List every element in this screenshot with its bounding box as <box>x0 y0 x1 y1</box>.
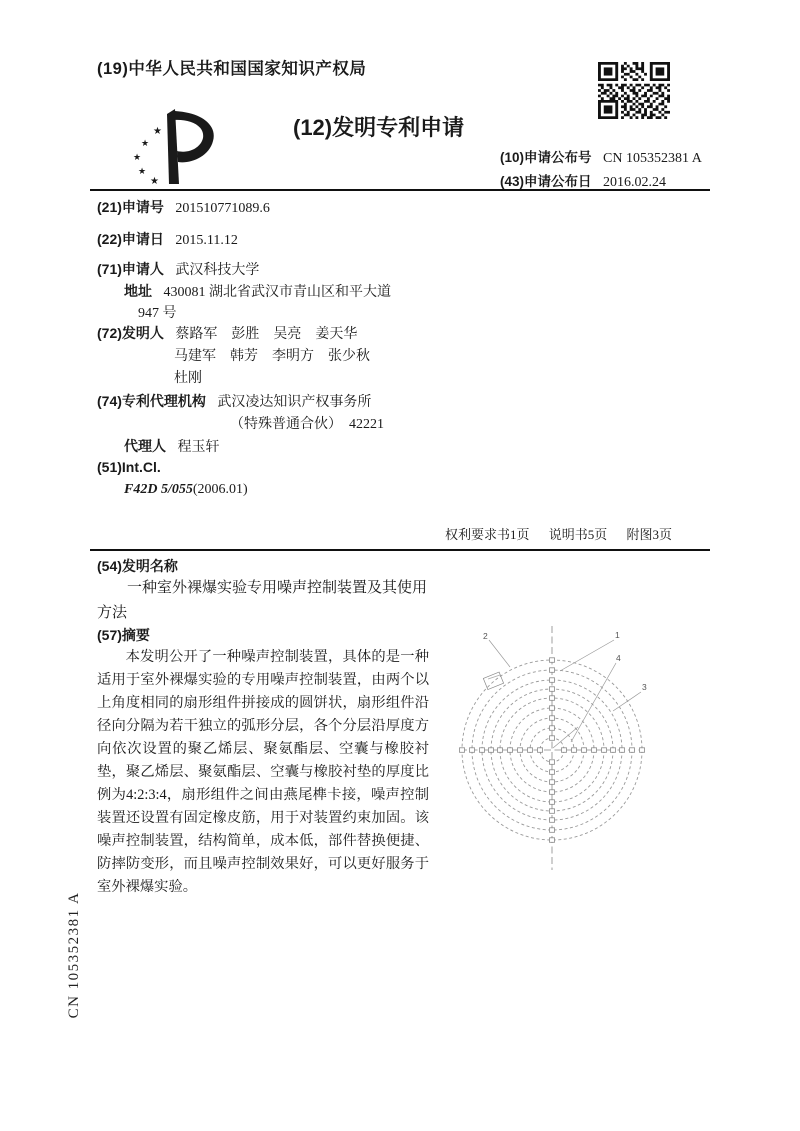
agent-name: 程玉轩 <box>177 440 220 455</box>
invention-title: 一种室外裸爆实验专用噪声控制装置及其使用方法 <box>97 580 428 621</box>
side-publication-code: CN 105352381 A <box>66 891 82 1019</box>
pub-date-label: (43)申请公布日 <box>500 174 592 189</box>
logo-star-icon: ★ <box>138 166 147 176</box>
logo-star-icon: ★ <box>133 152 142 162</box>
agency-name: 武汉凌达知识产权事务所 <box>217 395 372 410</box>
intcl-class: F42D 5/055 <box>124 482 193 497</box>
pub-number-label: (10)申请公布号 <box>500 150 592 165</box>
app-number: 201510771089.6 <box>175 201 270 216</box>
inventors-label: (72)发明人 <box>97 325 164 341</box>
abstract-text: 本发明公开了一种噪声控制装置，具体的是一种适用于室外裸爆实验的专用噪声控制装置，由两个以上角度相同的扇形组件拼接成的圆饼状，扇形组件沿径向分隔为若干独立的弧形分层，各个分层沿厚度方向依次设置的聚乙烯层、聚氨酯层、空囊与橡胶衬垫，聚乙烯层、聚氨酯层、空囊与橡胶衬垫的厚度比例为4:2:3:4，扇形组件之间由燕尾榫卡接，噪声控制装置还设置有固定橡皮筋，用于对装置约束加固。该噪声控制装置，结构简单，成本低，部件替换便捷、防摔防变形，而且噪声控制效果好，可以更好服务于室外裸爆实验。 <box>97 649 429 895</box>
agency-line2: （特殊普通合伙） 42221 <box>230 417 384 432</box>
cnipa-logo <box>123 106 218 190</box>
logo-star-icon: ★ <box>141 138 150 148</box>
claims-pages: 权利要求书1页 <box>444 527 530 542</box>
doc-type-title: (12)发明专利申请 <box>293 115 465 140</box>
figure-ref-1: 1 <box>615 630 620 640</box>
app-number-label: (21)申请号 <box>97 199 164 215</box>
applicant-label: (71)申请人 <box>97 261 164 277</box>
description-pages: 说明书5页 <box>548 527 608 542</box>
address-label: 地址 <box>124 283 152 299</box>
address-line2: 947 号 <box>138 306 177 321</box>
pub-number: CN 105352381 A <box>603 151 702 166</box>
invention-title-label: (54)发明名称 <box>97 558 178 574</box>
app-date-label: (22)申请日 <box>97 231 164 247</box>
section-divider <box>90 549 710 551</box>
agency-label: (74)专利代理机构 <box>97 393 206 409</box>
pub-date: 2016.02.24 <box>603 175 667 190</box>
intcl-year: (2006.01) <box>192 482 248 497</box>
intcl-label: (51)Int.Cl. <box>97 459 161 475</box>
figure-ref-4: 4 <box>616 653 621 663</box>
figure-ref-2: 2 <box>483 631 488 641</box>
page-counts <box>90 524 672 543</box>
patent-office-title: (19)中华人民共和国国家知识产权局 <box>97 60 367 78</box>
figure-ref-3: 3 <box>642 682 647 692</box>
patent-figure <box>440 618 664 874</box>
header-divider <box>90 189 710 191</box>
drawings-pages: 附图3页 <box>626 527 672 542</box>
inventors-line3: 杜刚 <box>174 371 202 386</box>
inventors-line2: 马建军 韩芳 李明方 张少秋 <box>174 349 370 364</box>
abstract-label: (57)摘要 <box>97 627 150 643</box>
address-line1: 430081 湖北省武汉市青山区和平大道 <box>163 285 391 300</box>
qr-code <box>598 62 670 119</box>
logo-star-icon: ★ <box>153 126 162 137</box>
agent-label: 代理人 <box>124 438 166 454</box>
inventors-line1: 蔡路军 彭胜 吴亮 姜天华 <box>175 327 358 342</box>
applicant-name: 武汉科技大学 <box>175 263 260 278</box>
logo-star-icon: ★ <box>150 176 159 187</box>
app-date: 2015.11.12 <box>175 233 238 248</box>
